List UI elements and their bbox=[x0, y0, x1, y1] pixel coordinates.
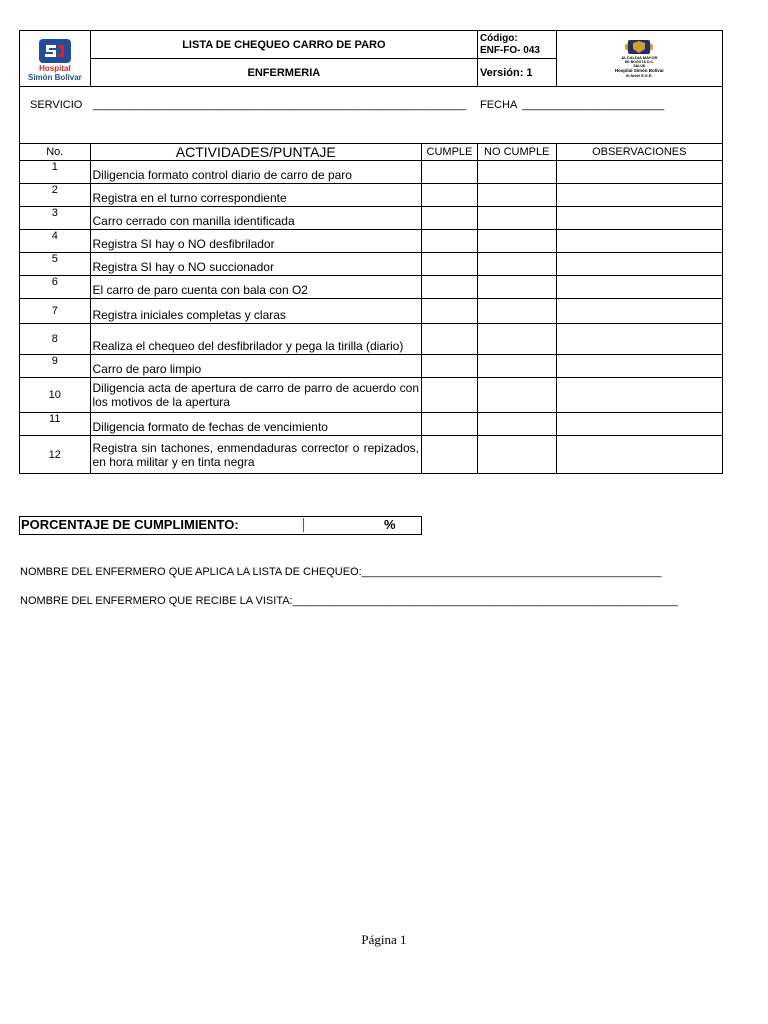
hospital-logo-icon bbox=[38, 38, 72, 64]
row-number: 10 bbox=[20, 378, 91, 413]
table-row bbox=[20, 230, 723, 253]
observaciones-cell[interactable] bbox=[556, 378, 722, 413]
cumple-cell[interactable] bbox=[422, 436, 478, 474]
row-activity: Registra SI hay o NO desfibrilador bbox=[90, 230, 421, 253]
compliance-unit: % bbox=[384, 517, 396, 532]
document-title: LISTA DE CHEQUEO CARRO DE PARO bbox=[90, 31, 477, 59]
no-cumple-cell[interactable] bbox=[477, 413, 556, 436]
row-number: 9 bbox=[20, 355, 91, 378]
observaciones-cell[interactable] bbox=[556, 355, 722, 378]
table-row bbox=[20, 355, 723, 378]
row-activity: Registra iniciales completas y claras bbox=[90, 299, 421, 324]
observaciones-cell[interactable] bbox=[556, 161, 722, 184]
seal-line-2: DE BOGOTÁ D.C. bbox=[624, 60, 654, 64]
checklist-table bbox=[19, 143, 723, 474]
cumple-cell[interactable] bbox=[422, 161, 478, 184]
cumple-cell[interactable] bbox=[422, 324, 478, 355]
col-header-number: No. bbox=[20, 144, 91, 161]
date-field[interactable]: ________________________ bbox=[522, 99, 665, 111]
document-version: Versión: 1 bbox=[477, 59, 556, 87]
observaciones-cell[interactable] bbox=[556, 230, 722, 253]
hospital-logo bbox=[20, 31, 91, 87]
no-cumple-cell[interactable] bbox=[477, 378, 556, 413]
compliance-box bbox=[19, 516, 422, 535]
code-label: Código: bbox=[479, 32, 518, 44]
compliance-cursor-divider bbox=[303, 518, 304, 532]
no-cumple-cell[interactable] bbox=[477, 355, 556, 378]
row-activity: Carro cerrado con manilla identificada bbox=[90, 207, 421, 230]
col-header-cumple: CUMPLE bbox=[422, 144, 478, 161]
table-row bbox=[20, 299, 723, 324]
row-activity: Realiza el chequeo del desfibrilador y pega la tirilla (diario) bbox=[90, 324, 421, 355]
cumple-cell[interactable] bbox=[422, 378, 478, 413]
no-cumple-cell[interactable] bbox=[477, 161, 556, 184]
service-label: SERVICIO bbox=[30, 99, 83, 111]
table-row bbox=[20, 207, 723, 230]
seal-line-1: ALCALDIA MAYOR bbox=[621, 55, 658, 60]
cumple-cell[interactable] bbox=[422, 413, 478, 436]
no-cumple-cell[interactable] bbox=[477, 230, 556, 253]
cumple-cell[interactable] bbox=[422, 184, 478, 207]
compliance-label: PORCENTAJE DE CUMPLIMIENTO: bbox=[21, 517, 239, 532]
row-number: 4 bbox=[20, 230, 91, 253]
observaciones-cell[interactable] bbox=[556, 413, 722, 436]
table-row bbox=[20, 436, 723, 474]
observaciones-cell[interactable] bbox=[556, 299, 722, 324]
no-cumple-cell[interactable] bbox=[477, 324, 556, 355]
row-number: 12 bbox=[20, 436, 91, 474]
no-cumple-cell[interactable] bbox=[477, 436, 556, 474]
coat-of-arms-icon bbox=[624, 39, 654, 55]
table-row bbox=[20, 413, 723, 436]
table-row bbox=[20, 253, 723, 276]
district-seal bbox=[556, 31, 722, 87]
cumple-cell[interactable] bbox=[422, 207, 478, 230]
row-number: 6 bbox=[20, 276, 91, 299]
document-header bbox=[19, 30, 723, 87]
logo-text-line1: Hospital bbox=[39, 63, 71, 73]
no-cumple-cell[interactable] bbox=[477, 207, 556, 230]
table-row bbox=[20, 276, 723, 299]
date-label: FECHA bbox=[480, 99, 518, 111]
code-value: ENF-FO- 043 bbox=[479, 44, 540, 56]
no-cumple-cell[interactable] bbox=[477, 276, 556, 299]
col-header-no-cumple: NO CUMPLE bbox=[477, 144, 556, 161]
document-code bbox=[477, 31, 556, 59]
observaciones-cell[interactable] bbox=[556, 207, 722, 230]
row-number: 8 bbox=[20, 324, 91, 355]
row-activity: Diligencia formato de fechas de vencimiento bbox=[90, 413, 421, 436]
seal-line-4: Hospital Simón Bolívar bbox=[614, 68, 664, 73]
table-row bbox=[20, 324, 723, 355]
cumple-cell[interactable] bbox=[422, 299, 478, 324]
applier-name-line[interactable]: NOMBRE DEL ENFERMERO QUE APLICA LA LISTA DE CHEQUEO:_________________________________________________ bbox=[20, 566, 662, 578]
table-row bbox=[20, 378, 723, 413]
table-row bbox=[20, 184, 723, 207]
logo-text-line2: Simón Bolívar bbox=[27, 72, 82, 82]
row-number: 7 bbox=[20, 299, 91, 324]
col-header-observaciones: OBSERVACIONES bbox=[556, 144, 722, 161]
service-field[interactable]: _______________________________________________________________ bbox=[93, 99, 466, 111]
row-activity: El carro de paro cuenta con bala con O2 bbox=[90, 276, 421, 299]
row-activity: Registra SI hay o NO succionador bbox=[90, 253, 421, 276]
cumple-cell[interactable] bbox=[422, 355, 478, 378]
cumple-cell[interactable] bbox=[422, 253, 478, 276]
no-cumple-cell[interactable] bbox=[477, 253, 556, 276]
receiver-name-line[interactable]: NOMBRE DEL ENFERMERO QUE RECIBE LA VISITA:_______________________________________________________________ bbox=[20, 595, 679, 607]
table-header-row bbox=[20, 144, 723, 161]
observaciones-cell[interactable] bbox=[556, 253, 722, 276]
row-number: 11 bbox=[20, 413, 91, 436]
row-activity: Diligencia acta de apertura de carro de parro de acuerdo con los motivos de la apertura bbox=[90, 378, 421, 413]
row-number: 5 bbox=[20, 253, 91, 276]
seal-line-3: SALUD bbox=[633, 64, 646, 68]
col-header-activities: ACTIVIDADES/PUNTAJE bbox=[90, 144, 421, 161]
cumple-cell[interactable] bbox=[422, 276, 478, 299]
row-activity: Registra sin tachones, enmendaduras corrector o repizados, en hora militar y en tinta negra bbox=[90, 436, 421, 474]
seal-line-5: III Nivel E.S.E. bbox=[626, 73, 653, 78]
no-cumple-cell[interactable] bbox=[477, 184, 556, 207]
compliance-value-field[interactable] bbox=[306, 517, 386, 534]
observaciones-cell[interactable] bbox=[556, 436, 722, 474]
row-activity: Carro de paro limpio bbox=[90, 355, 421, 378]
row-number: 3 bbox=[20, 207, 91, 230]
table-row bbox=[20, 161, 723, 184]
row-activity: Diligencia formato control diario de carro de paro bbox=[90, 161, 421, 184]
row-activity: Registra en el turno correspondiente bbox=[90, 184, 421, 207]
observaciones-cell[interactable] bbox=[556, 276, 722, 299]
row-number: 2 bbox=[20, 184, 91, 207]
no-cumple-cell[interactable] bbox=[477, 299, 556, 324]
service-date-row bbox=[19, 87, 723, 144]
document-subtitle: ENFERMERIA bbox=[90, 59, 477, 87]
cumple-cell[interactable] bbox=[422, 230, 478, 253]
page-number: Página 1 bbox=[361, 932, 407, 947]
observaciones-cell[interactable] bbox=[556, 184, 722, 207]
row-number: 1 bbox=[20, 161, 91, 184]
observaciones-cell[interactable] bbox=[556, 324, 722, 355]
